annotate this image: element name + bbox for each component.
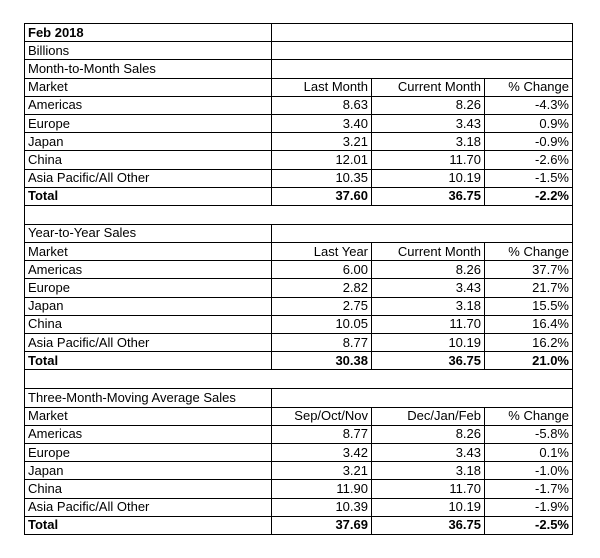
section-title: Three-Month-Moving Average Sales [25,389,272,407]
table-row [25,151,573,169]
cell-market: Asia Pacific/All Other [25,169,272,187]
column-header-market: Market [25,78,272,96]
cell-market: Americas [25,261,272,279]
column-header-current: Current Month [372,243,485,261]
section-title-blank [272,224,573,242]
section-title-blank [272,389,573,407]
table-row [25,498,573,516]
cell-current: 10.19 [372,498,485,516]
cell-market: China [25,315,272,333]
section-title-row [25,60,573,78]
cell-prior: 10.05 [272,315,372,333]
table-row [25,462,573,480]
cell-current: 8.26 [372,96,485,114]
table-row [25,169,573,187]
table-row [25,114,573,132]
cell-change: -1.5% [485,169,573,187]
sales-table [24,23,573,535]
spacer-cell [25,370,573,389]
cell-change: 37.7% [485,261,573,279]
cell-current: 11.70 [372,151,485,169]
cell-prior: 10.39 [272,498,372,516]
period-cell: Feb 2018 [25,24,272,42]
period-row [25,24,573,42]
cell-market: Americas [25,96,272,114]
spacer-cell [25,205,573,224]
cell-current: 10.19 [372,169,485,187]
table-row [25,96,573,114]
cell-change: 21.7% [485,279,573,297]
section-spacer [25,370,573,389]
section-title-row [25,224,573,242]
table-row [25,425,573,443]
column-header-current: Current Month [372,78,485,96]
cell-market: Europe [25,279,272,297]
cell-change: -4.3% [485,96,573,114]
cell-market: Europe [25,443,272,461]
total-row [25,516,573,534]
cell-current: 10.19 [372,334,485,352]
section-spacer [25,205,573,224]
cell-market: China [25,480,272,498]
column-header-row [25,407,573,425]
cell-change: -0.9% [485,133,573,151]
units-row [25,42,573,60]
total-row [25,187,573,205]
total-market: Total [25,352,272,370]
cell-prior: 3.21 [272,133,372,151]
cell-market: Europe [25,114,272,132]
total-market: Total [25,187,272,205]
cell-change: -2.6% [485,151,573,169]
cell-current: 11.70 [372,480,485,498]
total-row [25,352,573,370]
cell-prior: 3.21 [272,462,372,480]
cell-change: -1.9% [485,498,573,516]
cell-market: Asia Pacific/All Other [25,498,272,516]
table-row [25,261,573,279]
units-cell: Billions [25,42,272,60]
total-current: 36.75 [372,516,485,534]
column-header-change: % Change [485,407,573,425]
column-header-current: Dec/Jan/Feb [372,407,485,425]
cell-change: -5.8% [485,425,573,443]
cell-prior: 8.77 [272,425,372,443]
total-prior: 37.69 [272,516,372,534]
column-header-change: % Change [485,243,573,261]
cell-market: Japan [25,462,272,480]
units-blank [272,42,573,60]
table-row [25,315,573,333]
column-header-prior: Last Month [272,78,372,96]
total-market: Total [25,516,272,534]
cell-current: 3.18 [372,133,485,151]
table-row [25,297,573,315]
cell-prior: 2.75 [272,297,372,315]
cell-prior: 6.00 [272,261,372,279]
section-title-blank [272,60,573,78]
column-header-prior: Last Year [272,243,372,261]
total-current: 36.75 [372,187,485,205]
total-current: 36.75 [372,352,485,370]
column-header-market: Market [25,407,272,425]
total-change: -2.2% [485,187,573,205]
cell-prior: 12.01 [272,151,372,169]
total-change: 21.0% [485,352,573,370]
cell-current: 8.26 [372,261,485,279]
sales-table-body [25,24,573,535]
section-title: Year-to-Year Sales [25,224,272,242]
cell-prior: 11.90 [272,480,372,498]
cell-change: 16.4% [485,315,573,333]
column-header-row [25,78,573,96]
total-change: -2.5% [485,516,573,534]
total-prior: 30.38 [272,352,372,370]
cell-market: Japan [25,133,272,151]
cell-prior: 8.63 [272,96,372,114]
cell-current: 3.43 [372,279,485,297]
column-header-change: % Change [485,78,573,96]
cell-prior: 2.82 [272,279,372,297]
cell-change: 0.1% [485,443,573,461]
section-title-row [25,389,573,407]
column-header-prior: Sep/Oct/Nov [272,407,372,425]
cell-current: 11.70 [372,315,485,333]
cell-current: 3.43 [372,443,485,461]
cell-market: Americas [25,425,272,443]
cell-change: -1.7% [485,480,573,498]
section-title: Month-to-Month Sales [25,60,272,78]
table-row [25,133,573,151]
cell-change: 16.2% [485,334,573,352]
period-blank [272,24,573,42]
total-prior: 37.60 [272,187,372,205]
cell-prior: 3.40 [272,114,372,132]
cell-market: Japan [25,297,272,315]
cell-current: 8.26 [372,425,485,443]
cell-prior: 10.35 [272,169,372,187]
column-header-market: Market [25,243,272,261]
cell-current: 3.43 [372,114,485,132]
table-row [25,334,573,352]
column-header-row [25,243,573,261]
cell-current: 3.18 [372,297,485,315]
table-row [25,443,573,461]
cell-market: Asia Pacific/All Other [25,334,272,352]
table-row [25,480,573,498]
cell-prior: 8.77 [272,334,372,352]
cell-change: 15.5% [485,297,573,315]
cell-change: -1.0% [485,462,573,480]
cell-market: China [25,151,272,169]
cell-prior: 3.42 [272,443,372,461]
table-row [25,279,573,297]
cell-current: 3.18 [372,462,485,480]
cell-change: 0.9% [485,114,573,132]
